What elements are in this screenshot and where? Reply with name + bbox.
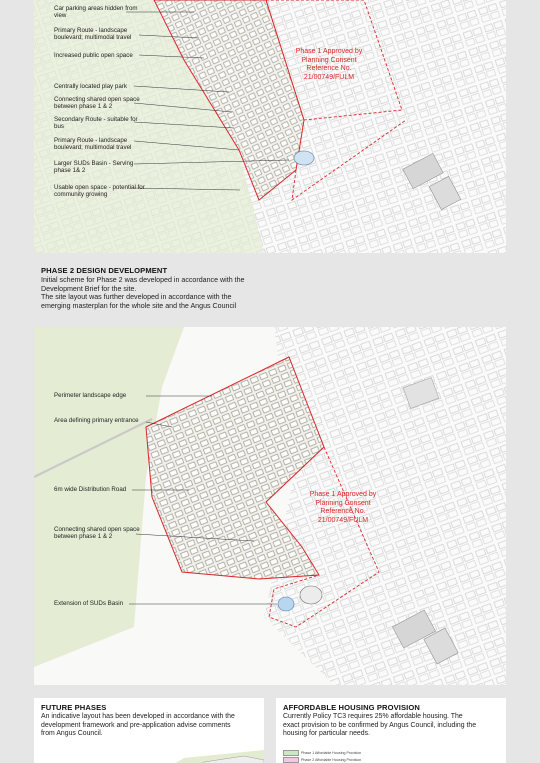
annotation-primary-route-south: Primary Route - landscape boulevard; multimodal travel bbox=[54, 137, 132, 152]
annotation-suds-extension: Extension of SUDs Basin bbox=[54, 600, 124, 607]
future-line-3: from Angus Council. bbox=[41, 730, 103, 738]
annotation-usable-open-space: Usable open space - potential for community growing bbox=[54, 184, 145, 199]
affordable-housing-body bbox=[283, 713, 505, 739]
affordable-housing-heading: AFFORDABLE HOUSING PROVISION bbox=[283, 703, 420, 712]
annotation-perimeter-landscape: Perimeter landscape edge bbox=[54, 392, 127, 399]
annotation-play-park: Centrally located play park bbox=[54, 83, 127, 90]
affordable-housing-panel bbox=[276, 698, 506, 763]
future-phases-heading: FUTURE PHASES bbox=[41, 703, 107, 712]
future-line-2: development framework and pre-application advise comments bbox=[41, 721, 231, 729]
annotation-public-open-space: Increased public open space bbox=[54, 52, 133, 59]
legend-label-phase2: Phase 2 Affordable Housing Provision bbox=[301, 758, 362, 762]
phase2-heading: PHASE 2 DESIGN DEVELOPMENT bbox=[41, 266, 168, 275]
annotation-suds-basin: Larger SUDs Basin - Serving phase 1& 2 bbox=[54, 160, 134, 175]
annotation-primary-route-north: Primary Route - landscape boulevard; multimodal travel bbox=[54, 27, 132, 42]
annotation-distribution-road: 6m wide Distribution Road bbox=[54, 486, 127, 493]
future-phases-body bbox=[41, 713, 263, 739]
future-line-1: An indicative layout has been developed in accordance with the bbox=[41, 713, 235, 720]
annotation-secondary-route: Secondary Route - suitable for bus bbox=[54, 116, 138, 131]
legend-label-phase1: Phase 1 Affordable Housing Provision bbox=[301, 751, 362, 755]
phase2-body bbox=[41, 276, 281, 310]
annotation-primary-entrance: Area defining primary entrance bbox=[54, 417, 139, 424]
phase2-site-plan bbox=[34, 327, 506, 685]
phase2-line-4: emerging masterplan for the whole site and the Angus Council bbox=[41, 301, 237, 310]
future-phases-panel bbox=[34, 698, 264, 763]
affordable-line-2: exact provision to be confirmed by Angus Council, including the bbox=[283, 721, 477, 729]
annotation-car-parking: Car parking areas hidden from view bbox=[54, 5, 138, 20]
affordable-line-3: housing for particular needs. bbox=[283, 730, 370, 738]
phase1-approval-label: Phase 1 Approved by Planning Consent Reference No. 21/00749/FULM bbox=[295, 48, 363, 81]
legend-phase1-affordable bbox=[283, 750, 361, 756]
top-site-plan bbox=[34, 0, 506, 253]
affordable-line-1: Currently Policy TC3 requires 25% affordable housing. The bbox=[283, 713, 463, 720]
legend-swatch-phase2 bbox=[283, 757, 299, 763]
legend-phase2-affordable bbox=[283, 757, 361, 763]
annotation-shared-open-space: Connecting shared open space between phase 1 & 2 bbox=[54, 96, 140, 111]
phase1-approval-label-mid: Phase 1 Approved by Planning Consent Reference No. 21/00749/FULM bbox=[309, 491, 377, 524]
phase2-site-plan-drawing bbox=[34, 327, 506, 685]
phase2-line-2: Development Brief for the site. bbox=[41, 284, 137, 293]
phase2-line-3: The site layout was further developed in accordance with the bbox=[41, 293, 232, 302]
annotation-connecting-open-space: Connecting shared open space between phase 1 & 2 bbox=[54, 526, 140, 541]
future-phases-thumbnail bbox=[34, 746, 264, 763]
phase2-line-1: Initial scheme for Phase 2 was developed in accordance with the bbox=[41, 276, 245, 284]
legend-swatch-phase1 bbox=[283, 750, 299, 756]
